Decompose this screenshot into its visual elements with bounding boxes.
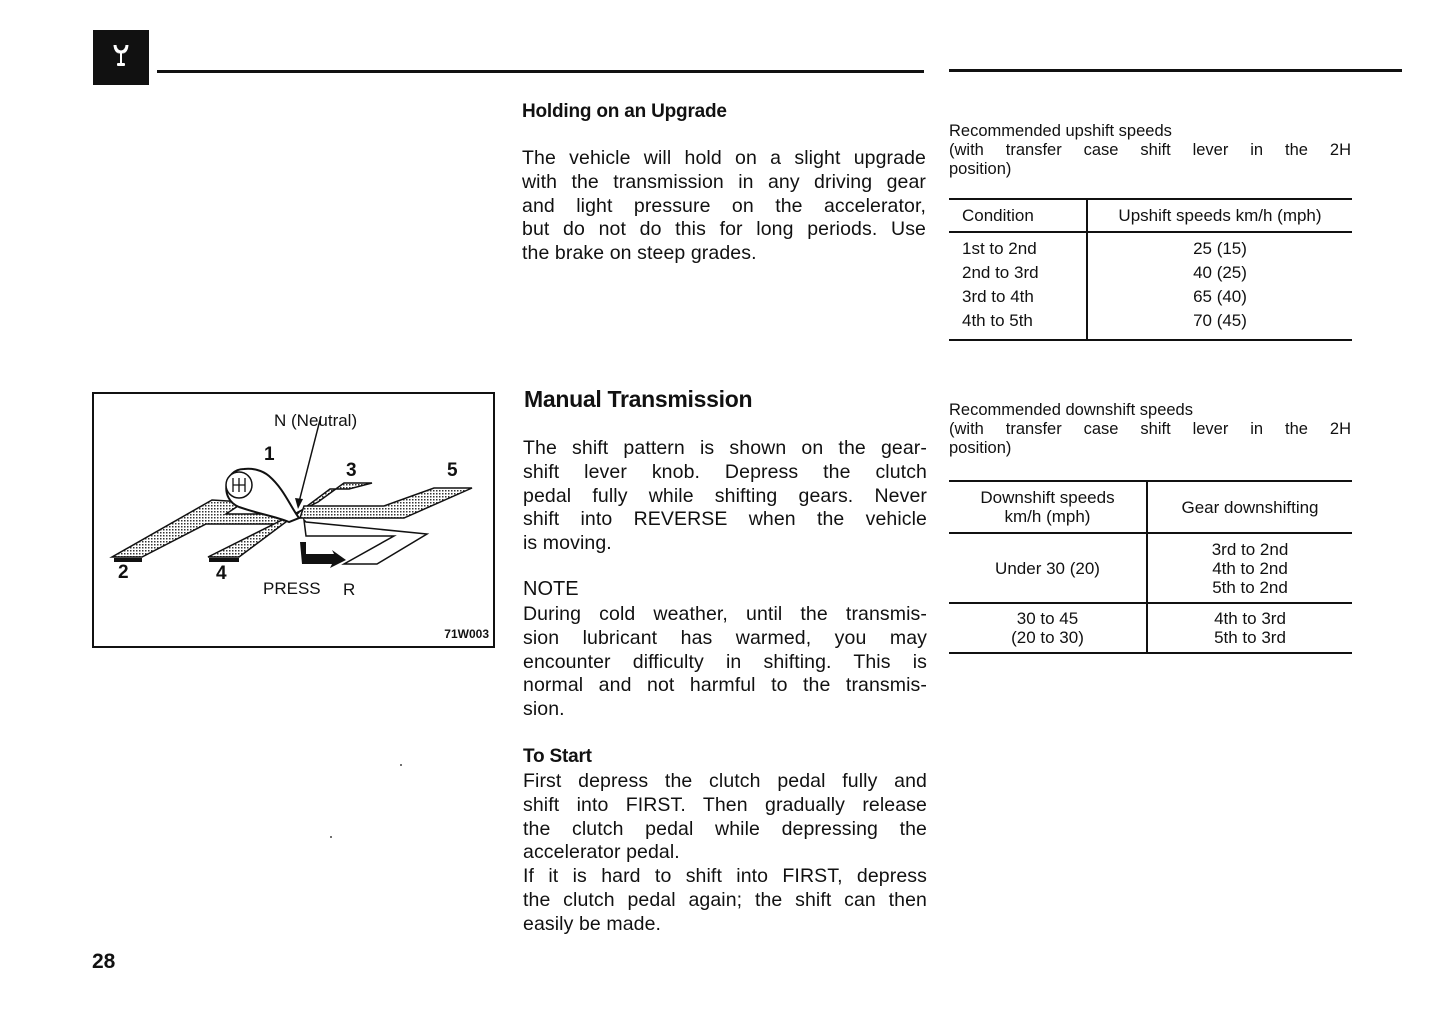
manual-transmission-title: Manual Transmission <box>524 386 753 412</box>
cell-line: 30 to 45 <box>1016 609 1079 628</box>
text-line: During cold weather, until the transmis- <box>523 603 927 625</box>
text-line: shift into REVERSE when the vehicle <box>523 508 927 531</box>
shift-pattern-figure <box>92 392 495 648</box>
cell-speed <box>949 603 1147 653</box>
header-upshift-speed: Upshift speeds km/h (mph) <box>1087 199 1352 232</box>
cell-condition: 1st to 2nd <box>949 232 1087 261</box>
figure-code: 71W003 <box>444 627 489 641</box>
text-line: shift into FIRST. Then gradually release <box>523 793 927 816</box>
text-line: the clutch pedal again; the shift can then <box>523 888 927 911</box>
text-line: the clutch pedal while depressing the <box>523 817 927 840</box>
cell-gears <box>1147 533 1352 603</box>
header-rule-right <box>949 69 1402 72</box>
table-row <box>949 232 1352 261</box>
cell-speed: 25 (15) <box>1193 239 1247 258</box>
header-downshift-speed <box>949 481 1147 533</box>
gear-1-label: 1 <box>264 444 275 465</box>
gear-2-label: 2 <box>118 562 129 583</box>
to-start-title: To Start <box>523 746 592 767</box>
text-line: the brake on steep grades. <box>522 242 757 265</box>
print-speck <box>330 836 332 838</box>
caption-line: Recommended downshift speeds <box>949 401 1193 419</box>
reverse-label: R <box>343 580 356 599</box>
cell-line: 5th to 2nd <box>1212 577 1288 597</box>
header-rule-left <box>157 70 924 73</box>
text-line: shift lever knob. Depress the clutch <box>523 460 927 483</box>
cell-line: 4th to 2nd <box>1212 558 1288 578</box>
neutral-label: N (Neutral) <box>274 411 358 430</box>
cell-speed: 65 (40) <box>1193 287 1247 306</box>
cell-condition: 3rd to 4th <box>949 285 1087 309</box>
cell-condition: 2nd to 3rd <box>949 261 1087 285</box>
wine-glass-icon <box>93 30 149 85</box>
text-line: The vehicle will hold on a slight upgrade <box>522 147 926 169</box>
cell-line: 4th to 3rd <box>1214 609 1286 628</box>
note-label: NOTE <box>523 578 579 600</box>
cell-line: 3rd to 2nd <box>1211 539 1289 559</box>
caption-line: Recommended upshift speeds <box>949 122 1172 140</box>
table-header-row <box>949 481 1352 533</box>
cell-line: (20 to 30) <box>1011 628 1084 647</box>
text-line: encounter difficulty in shifting. This is <box>523 650 927 673</box>
gear-3-label: 3 <box>346 460 357 481</box>
shift-pattern-diagram <box>94 394 497 650</box>
cell-speed: 40 (25) <box>1193 263 1247 282</box>
holding-title: Holding on an Upgrade <box>522 101 727 122</box>
cell-speed <box>949 533 1147 603</box>
table-row <box>949 261 1352 285</box>
gear-4-label: 4 <box>216 563 227 584</box>
print-speck <box>400 764 402 766</box>
header-line: km/h (mph) <box>1004 507 1091 526</box>
header-gear-downshifting: Gear downshifting <box>1147 481 1352 533</box>
caption-line: (with transfer case shift lever in the 2H <box>949 420 1351 438</box>
section-tab-marker <box>93 30 149 85</box>
cell-condition: 4th to 5th <box>949 309 1087 340</box>
caption-line: (with transfer case shift lever in the 2H <box>949 141 1351 159</box>
text-line: pedal fully while shifting gears. Never <box>523 484 927 507</box>
text-line: but do not do this for long periods. Use <box>522 218 926 241</box>
table-header-row <box>949 199 1352 232</box>
gear-5-label: 5 <box>447 460 458 481</box>
press-label: PRESS <box>263 579 321 598</box>
to-start-paragraph <box>523 770 927 937</box>
cell-speed: 70 (45) <box>1193 311 1247 330</box>
table-row <box>949 533 1352 603</box>
header-condition: Condition <box>949 199 1087 232</box>
upshift-table <box>949 198 1352 341</box>
cell-line: Under 30 (20) <box>995 558 1100 578</box>
downshift-table <box>949 480 1352 654</box>
cell-gears <box>1147 603 1352 653</box>
table-row <box>949 603 1352 653</box>
text-line: If it is hard to shift into FIRST, depress <box>523 865 927 888</box>
holding-paragraph <box>522 147 926 266</box>
cell-line: 5th to 3rd <box>1214 628 1286 647</box>
text-line: sion lubricant has warmed, you may <box>523 626 927 649</box>
page-number: 28 <box>92 950 116 973</box>
text-line: normal and not harmful to the transmis- <box>523 674 927 697</box>
text-line: with the transmission in any driving gear <box>522 170 926 193</box>
table-row <box>949 285 1352 309</box>
text-line: First depress the clutch pedal fully and <box>523 770 927 792</box>
table-row <box>949 309 1352 340</box>
manual-paragraph <box>523 437 927 556</box>
text-line: accelerator pedal. <box>523 841 680 864</box>
upshift-caption <box>949 122 1351 179</box>
caption-line: position) <box>949 160 1012 178</box>
downshift-caption <box>949 401 1351 458</box>
text-line: is moving. <box>523 532 612 555</box>
text-line: and light pressure on the accelerator, <box>522 194 926 217</box>
note-paragraph <box>523 603 927 722</box>
header-line: Downshift speeds <box>980 488 1115 507</box>
text-line: sion. <box>523 698 565 721</box>
text-line: easily be made. <box>523 912 662 935</box>
caption-line: position) <box>949 439 1012 457</box>
text-line: The shift pattern is shown on the gear- <box>523 437 927 459</box>
